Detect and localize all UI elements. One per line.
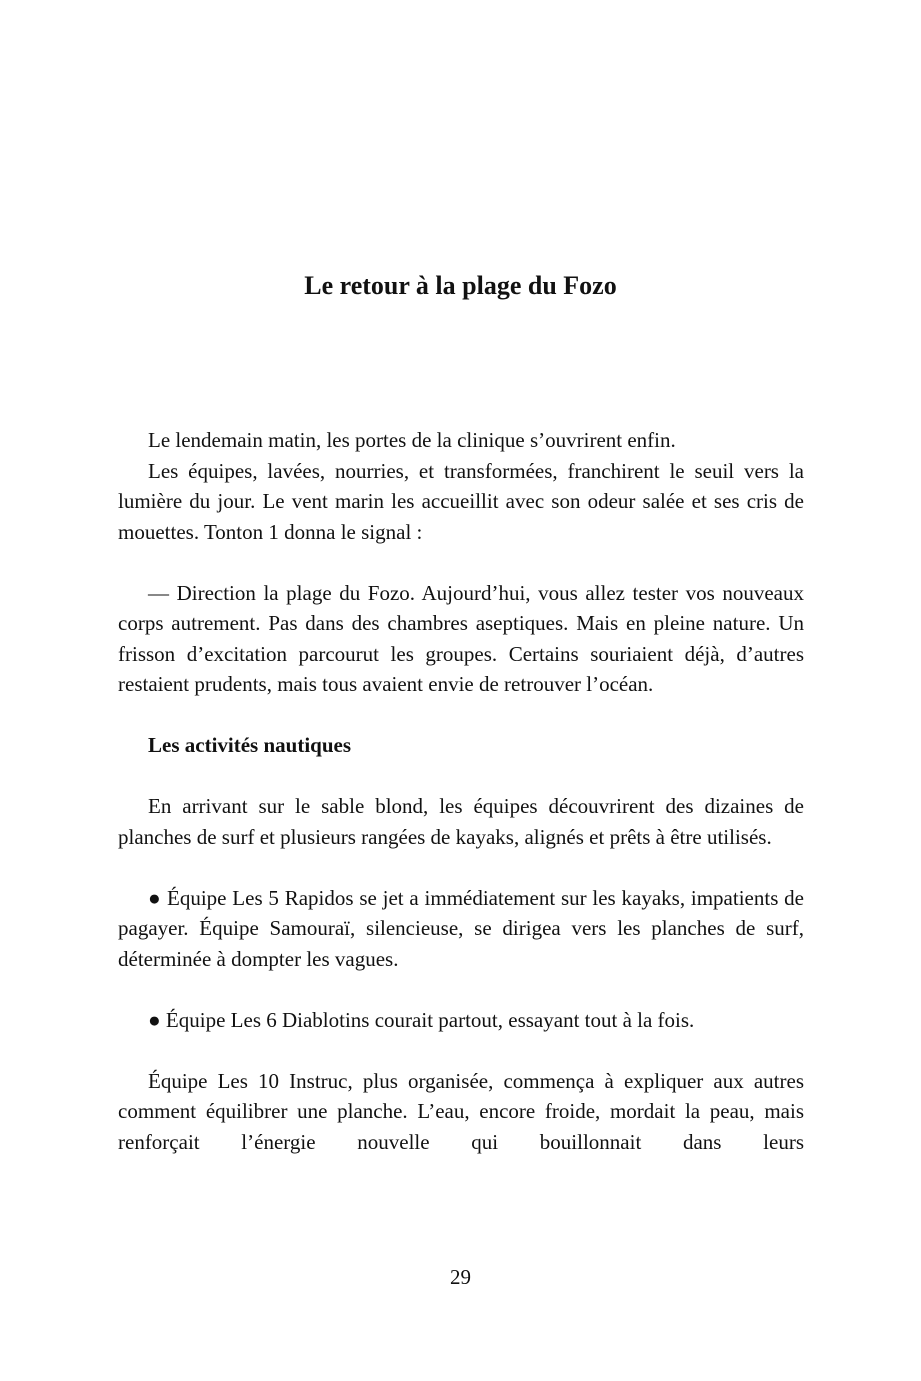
paragraph: Le lendemain matin, les portes de la clinique s’ouvrirent enfin. xyxy=(148,428,676,452)
page-number: 29 xyxy=(450,1265,471,1289)
section-heading: Les activités nautiques xyxy=(148,733,352,757)
chapter-title: Le retour à la plage du Fozo xyxy=(304,271,617,300)
paragraph: — Direction la plage du Fozo. Aujourd’hui, vous allez tester vos nouveaux corps autrement. Pas dans des chambres aseptiques. Mais en pleine nature. Un frisson d’excitation parcourut les groupes. Certains souriaient déjà, d’autres restaient prudents, mais tous avaient envie de retrouver l’océan. xyxy=(118,580,804,696)
bullet-paragraph: ● Équipe Les 5 Rapidos se jet a immédiatement sur les kayaks, impatients de pagayer. Équipe Samouraï, silencieuse, se dirigea vers les planches de surf, déterminée à dompter les vagues. xyxy=(118,885,804,971)
paragraph: Équipe Les 10 Instruc, plus organisée, commença à expliquer aux autres comment équilibrer une planche. L’eau, encore froide, mordait la peau, mais renforçait l’énergie nouvelle qui bouillonnait dans leurs xyxy=(118,1068,804,1154)
bullet-paragraph: ● Équipe Les 6 Diablotins courait partout, essayant tout à la fois. xyxy=(148,1007,695,1032)
paragraph: En arrivant sur le sable blond, les équipes découvrirent des dizaines de planches de surf et plusieurs rangées de kayaks, alignés et prêts à être utilisés. xyxy=(118,794,804,849)
paragraph: Les équipes, lavées, nourries, et transformées, franchirent le seuil vers la lumière du jour. Le vent marin les accueillit avec son odeur salée et ses cris de mouettes. Tonton 1 donna le signal : xyxy=(118,458,804,544)
body-text xyxy=(118,425,804,1157)
